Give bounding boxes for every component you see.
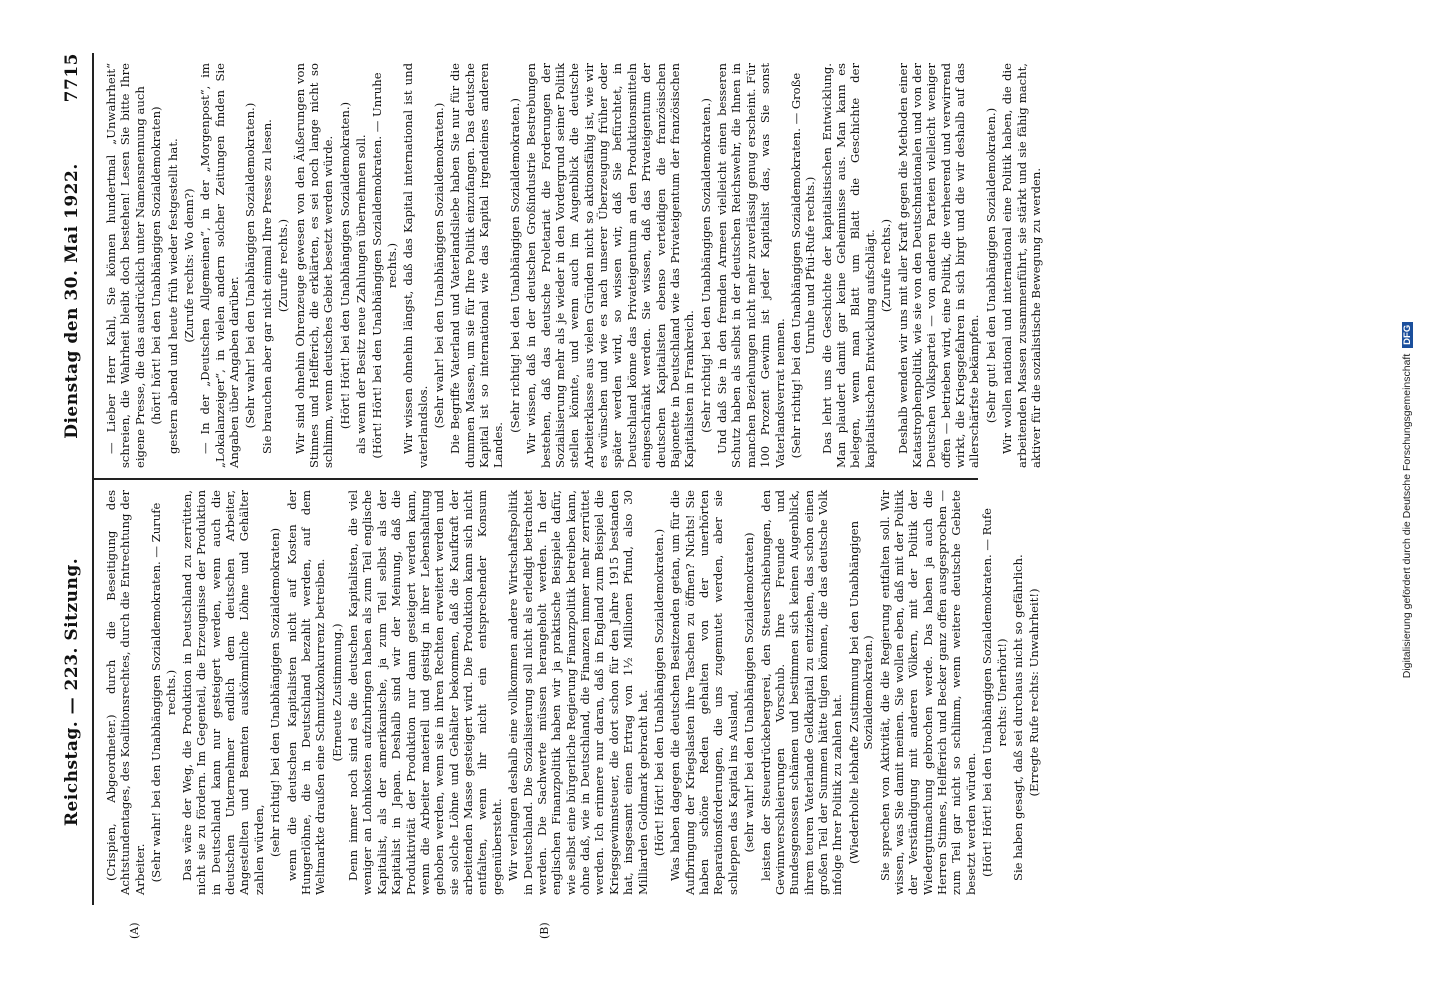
- paragraph: leisten der Steuerdrückebergerei, den Steuerschiebungen, den Gewinnverschleierungen Vorschub. Ihre Freunde und Bundesgenossen schämen und bestimmen sich keinen Augenblick, ihrem teuren Vaterlande Geldkapital zu entziehen, das schon einen großen Teil der Summen hätte tilgen können, die das deutsche Volk infolge Ihrer Politik zu zahlen hat.: [758, 489, 845, 895]
- paragraph: Wir sind ohnehin Ohrenzeuge gewesen von den Äußerungen von Stinnes und Helfferich, die erklärten, es sei noch lange nicht so schlimm, wenn deutsches Gebiet besetzt werden würde.: [292, 63, 336, 469]
- paragraph: Die Begriffe Vaterland und Vaterlandsliebe haben Sie nur für die dummen Massen, um sie für Ihre Politik einzufangen. Das deutsche Kapital ist so international wie das Kapital irgendeines anderen Landes.: [448, 63, 506, 469]
- digitization-credit: [1401, 0, 1417, 1000]
- paragraph: — Lieber Herr Kahl, Sie können hundertmal „Unwahrheit“ schreien, die Wahrheit bleibt doch bestehen! Lesen Sie bitte Ihre eigene Presse, die das ausdrücklich unter Namensnennung auch: [104, 63, 147, 469]
- left-column: [98, 480, 1042, 905]
- header-date: Dienstag den 30. Mai 1922.: [62, 163, 82, 439]
- paragraph: (Sehr richtig! bei den Unabhängigen Sozialdemokraten.): [698, 98, 713, 433]
- paragraph: (Sehr wahr! bei den Unabhängigen Sozialdemokraten.): [431, 102, 446, 429]
- paragraph: (Sehr richtig! bei den Unabhängigen Sozialdemokraten.): [507, 98, 522, 433]
- paragraph: Sie sprechen von Aktivität, die die Regierung entfalten soll. Wir wissen, was Sie damit meinen. Sie wollen eben, daß mit der Politik der Verständigung mit anderen Völkern, mit der Politik der Wiedergutmachung gebrochen werde. Das haben ja auch die Herren Stinnes, Helfferich und Becker ganz offen ausgesprochen — zum Teil gar nicht so schlimm, wenn weitere deutsche Gebiete besetzt werden würden.: [877, 489, 978, 895]
- paragraph: (Hört! Hört! bei den Unabhängigen Sozialdemokraten.): [651, 528, 666, 857]
- paragraph: (Erregte Rufe rechts: Unwahrheit!): [1027, 588, 1042, 797]
- paragraph: (Wiederholte lebhafte Zustimmung bei den Unabhängigen Sozialdemokraten.): [846, 520, 876, 865]
- paragraph: (Crispien, Abgeordneter.) durch die Beseitigung des Achtstundentages, des Koalitionsrechtes, durch die Entrechtung der Arbeiter.: [104, 489, 147, 895]
- paragraph: wenn die deutschen Kapitalisten nicht auf Kosten der Hungerlöhne, die in Deutschland bezahlt werden, auf dem Weltmarkte draußen eine Schmutzkonkurrenz betreiben.: [284, 489, 328, 895]
- right-column: [98, 53, 1043, 478]
- paragraph: (Zurufe rechts.): [276, 218, 291, 313]
- paragraph: Deshalb wenden wir uns mit aller Kraft gegen die Methoden einer Katastrophenpolitik, wie sie von den Deutschnationalen und von der Deutschen Volkspartei — von anderen Parteien vielleicht weniger offen — betrieben wird, eine Politik, die verheerend und verwirrend wirkt, die Kriegsgefahren in sich birgt und die wir deshalb auf das allerschärfste bekämpfen.: [895, 63, 982, 469]
- paragraph: Sie haben gesagt, daß sei durchaus nicht so gefährlich.: [1010, 554, 1025, 881]
- paragraph: (Erneute Zustimmung.): [329, 623, 344, 762]
- header-right-block: [62, 53, 82, 479]
- scanned-page: [52, 35, 1382, 965]
- dfg-logo: DFG: [1402, 322, 1413, 348]
- page-header: [52, 53, 94, 905]
- paragraph: gestern abend und heute früh wieder festgestellt hat.: [165, 138, 180, 455]
- paragraph: als wenn der Besitz neue Zahlungen übernehmen soll.: [354, 134, 368, 455]
- paragraph: Das wäre der Weg, die Produktion in Deutschland zu zerrütten, nicht sie zu fördern. Im Gegenteil, die Erzeugnisse der Produktion in Deutschland kann nur gesteigert werden, wenn auch die deutschen Unternehmer endlich dem deutschen Arbeiter, Angestellten und Beamten auskömmliche Löhne und Gehälter zahlen würden,: [179, 489, 266, 895]
- paragraph: (Hört! Hört! bei den Unabhängigen Sozialdemokraten.): [337, 101, 352, 430]
- paragraph: Wir wollen national und international eine Politik haben, die die arbeitenden Massen zusammenführt, sie stärkt und sie fähig macht, aktiver für die sozialistische Bewegung zu werden.: [1000, 63, 1043, 469]
- paragraph: Das lehrt uns die Geschichte der kapitalistischen Entwicklung. Man plaudert damit gar keine Geheimnisse aus. Man kann es belegen, wenn man Blatt um Blatt die Geschichte der kapitalistischen Entwicklung aufschlägt.: [819, 63, 877, 469]
- paragraph: (hört! hört! bei den Unabhängigen Sozialdemokraten): [149, 106, 164, 425]
- paragraph: (Sehr wahr! bei den Unabhängigen Sozialdemokraten.): [243, 102, 258, 429]
- paragraph: (Hört! Hört! bei den Unabhängigen Sozialdemokraten. — Rufe rechts: Unerhört!): [980, 508, 1009, 877]
- page-number: 7715: [62, 53, 82, 103]
- paragraph: Wir verlangen deshalb eine vollkommen andere Wirtschaftspolitik in Deutschland. Die Sozialisierung soll nicht als erledigt betrachtet werden. Die Sachwerte müssen herangeholt werden. In der englischen Finanzpolitik haben wir ja praktische Beispiele dafür, wie selbst eine bürgerliche Regierung Finanzpolitik betreiben kann, ohne daß, wie in Deutschland, die Finanzen immer mehr zerrüttet werden. Ich erinnere nur daran, daß in England zum Beispiel die Kriegsgewinnsteuer, die dort schon für den Jahre 1915 bestanden hat, insgesamt einen Ertrag von 1½ Millionen Pfund, also 30 Milliarden Goldmark gebracht hat.: [506, 489, 650, 895]
- paragraph: (Sehr gut! bei den Unabhängigen Sozialdemokraten.): [983, 107, 998, 424]
- paragraph: (Sehr richtig! bei den Unabhängigen Sozialdemokraten. — Große Unruhe und Pfui-Rufe rechts.): [788, 72, 818, 459]
- paragraph: Sie brauchen aber gar nicht einmal Ihre Presse zu lesen.: [259, 119, 274, 455]
- paragraph: (Hört! Hört! bei den Unabhängigen Sozialdemokraten. — Unruhe rechts.): [370, 72, 399, 459]
- paragraph: Wir wissen, daß in der deutschen Großindustrie Bestrebungen bestehen, daß das deutsche Proletariat die Forderungen der Sozialisierung mehr als je wieder in den Vordergrund seiner Politik stellen könnte, und wenn auch im Augenblick die deutsche Arbeiterklasse aus vielen Gründen nicht so aktionsfähig ist, wie wir es wünschen und wie es nach unserer Überzeugung früher oder später werden wird, so wissen wir, daß Sie befürchtet, in Deutschland könne das Privateigentum an den Produktionsmitteln eingeschränkt werden. Sie wissen, daß das Privateigentum der deutschen Kapitalisten ebenso verteidigen die französischen Bajonette in Deutschland wie das Privateigentum der französischen Kapitalisten in Frankreich.: [524, 63, 697, 469]
- paragraph: Wir wissen ohnehin längst, daß das Kapital international ist und vaterlandslos.: [401, 63, 430, 469]
- paragraph: Denn immer noch sind es die deutschen Kapitalisten, die viel weniger an Lohnkosten aufzubringen haben als zum Teil englische Kapitalist, als der amerikanische, ja zum Teil selbst als der Kapitalist in Japan. Deshalb sind wir der Meinung, daß die Produktivität der Produktion nur dann gesteigert werden kann, wenn die Arbeiter materiell und geistig in ihrer Lebenshaltung gehoben werden, wenn sie in ihren Rechten erweitert werden und sie solche Löhne und Gehälter bekommen, daß die Kaufkraft der arbeitenden Masse gesteigert wird. Die Produktion kann sich nicht entfalten, wenn ihr nicht ein entsprechender Konsum gegenübersteht.: [346, 489, 504, 895]
- margin-mark-b: (B): [538, 922, 551, 939]
- credit-text: Digitalisierung gefördert durch die Deutsche Forschungsgemeinschaft: [1401, 353, 1413, 679]
- margin-mark-a: (A): [128, 922, 141, 939]
- text-columns: [98, 53, 1043, 939]
- paragraph: (Zurufe rechts.): [879, 218, 894, 313]
- paragraph: (Sehr wahr! bei den Unabhängigen Sozialdemokraten. — Zurufe rechts.): [149, 502, 178, 883]
- paragraph: (Zurufe rechts: Wo denn?): [181, 188, 196, 343]
- paragraph: (sehr richtig! bei den Unabhängigen Sozialdemokraten): [268, 527, 283, 858]
- paragraph: Was haben dagegen die deutschen Besitzenden getan, um für die Aufbringung der Kriegslasten ihre Taschen zu öffnen? Nichts! Sie haben schöne Reden gehalten von der unerhörten Reparationsforderungen, die uns zugemutet werden, aber sie schleppen das Kapital ins Ausland,: [668, 489, 740, 895]
- paragraph: (sehr wahr! bei den Unabhängigen Sozialdemokraten): [742, 532, 757, 853]
- column-divider: [94, 478, 978, 480]
- paragraph: Und daß Sie in den fremden Armeen vielleicht einen besseren Schutz haben als selbst in der deutschen Reichswehr, die Ihnen in manchen Beziehungen nicht mehr zuverlässig genug erscheint. Für 100 Prozent Gewinn ist jeder Kapitalist das, was Sie sonst Vaterlandsverrat nennen.: [715, 63, 787, 469]
- header-left: Reichstag. — 223. Sitzung.: [62, 557, 82, 827]
- paragraph: — In der „Deutschen Allgemeinen“, in der „Morgenpost“, im „Lokalanzeiger“, in vielen andern solcher Zeitungen finden Sie Angaben über Angaben darüber.: [198, 63, 241, 469]
